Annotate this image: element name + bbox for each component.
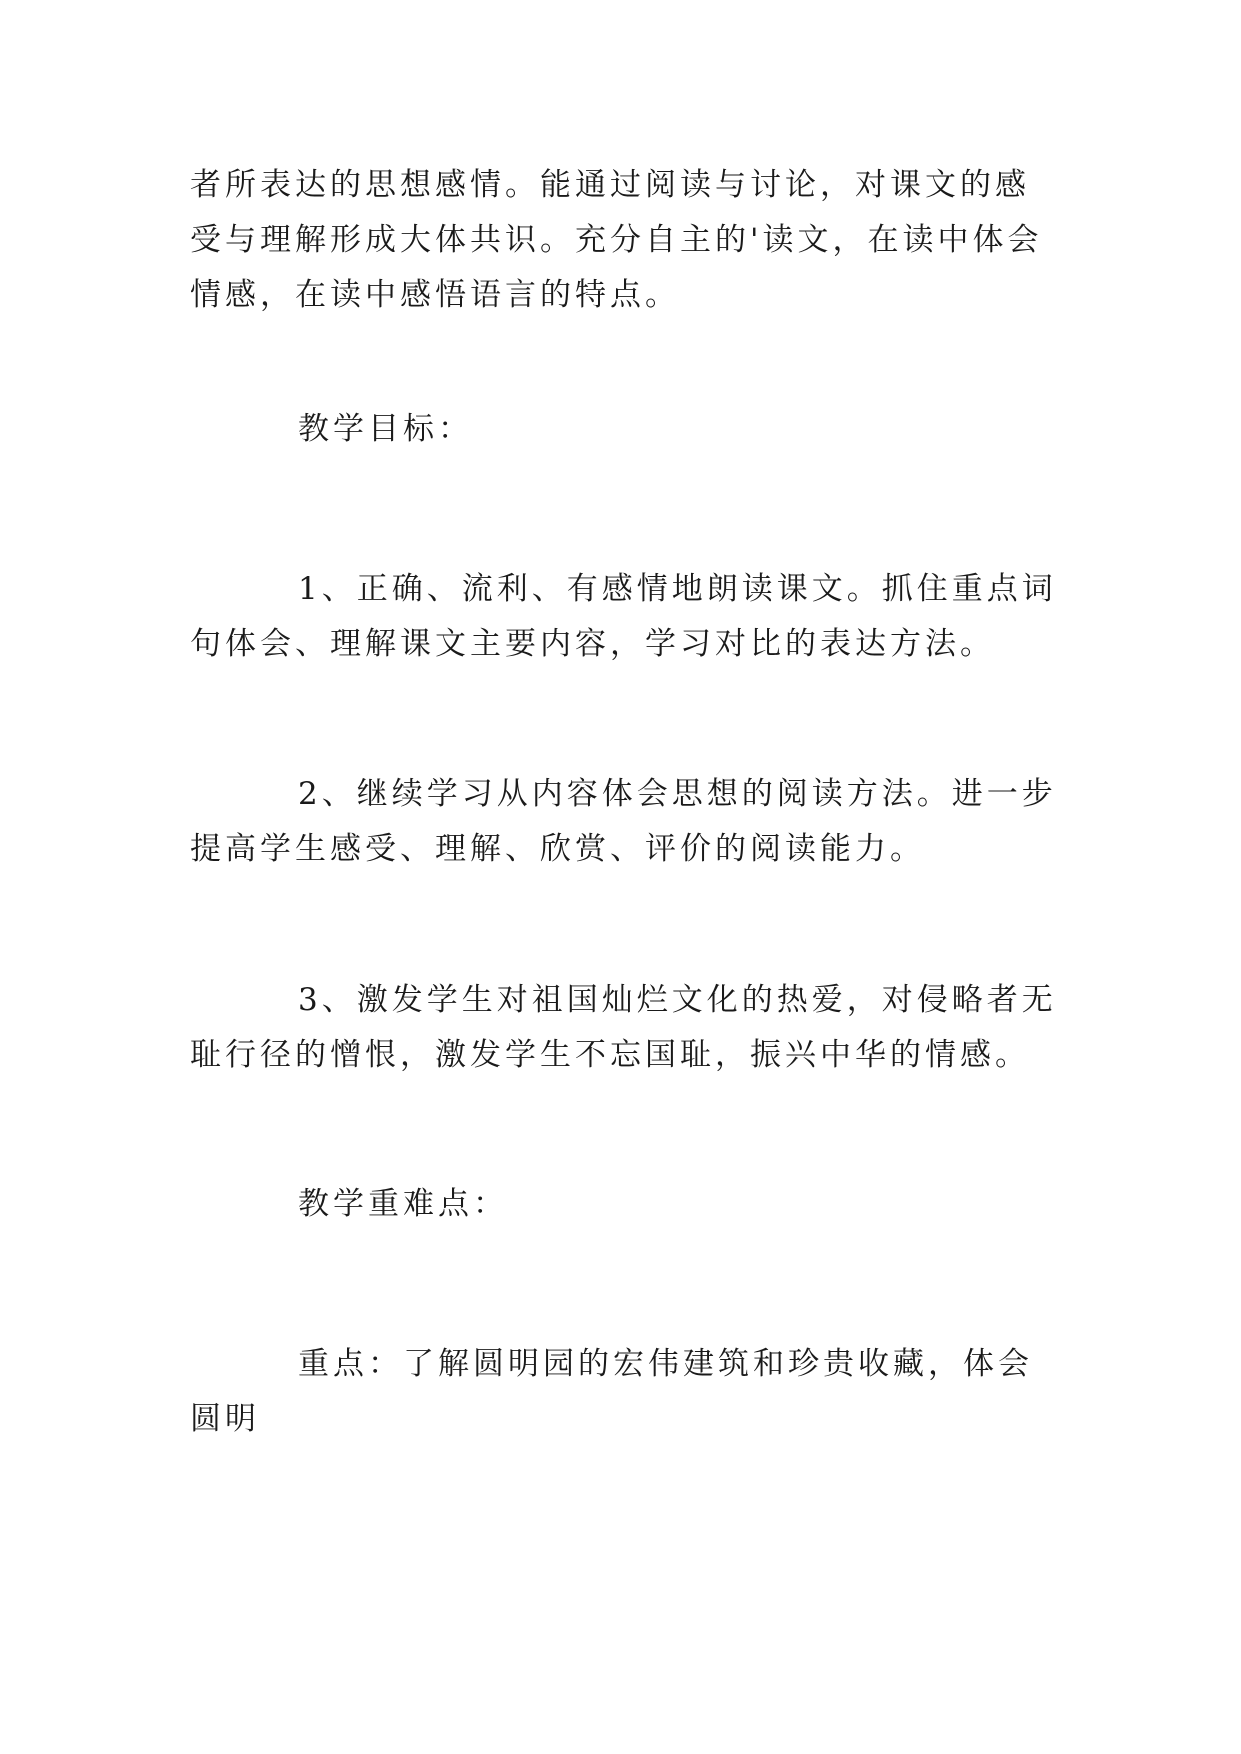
objectives-heading: 教学目标： [298,411,473,447]
objective-item-1: 1、正确、流利、有感情地朗读课文。抓住重点词句体会、理解课文主要内容，学习对比的表达方法。 [190,571,1057,662]
intro-paragraph: 者所表达的思想感情。能通过阅读与讨论，对课文的感受与理解形成大体共识。充分自主的'读文，在读中体会情感，在读中感悟语言的特点。 [190,167,1043,313]
objective-item-2: 2、继续学习从内容体会思想的阅读方法。进一步提高学生感受、理解、欣赏、评价的阅读能力。 [190,776,1057,867]
key-points-heading: 教学重难点： [298,1186,508,1222]
key-point-paragraph: 重点：了解圆明园的宏伟建筑和珍贵收藏，体会圆明 [190,1346,1033,1437]
objective-item-3: 3、激发学生对祖国灿烂文化的热爱，对侵略者无耻行径的憎恨，激发学生不忘国耻，振兴中华的情感。 [190,982,1057,1073]
